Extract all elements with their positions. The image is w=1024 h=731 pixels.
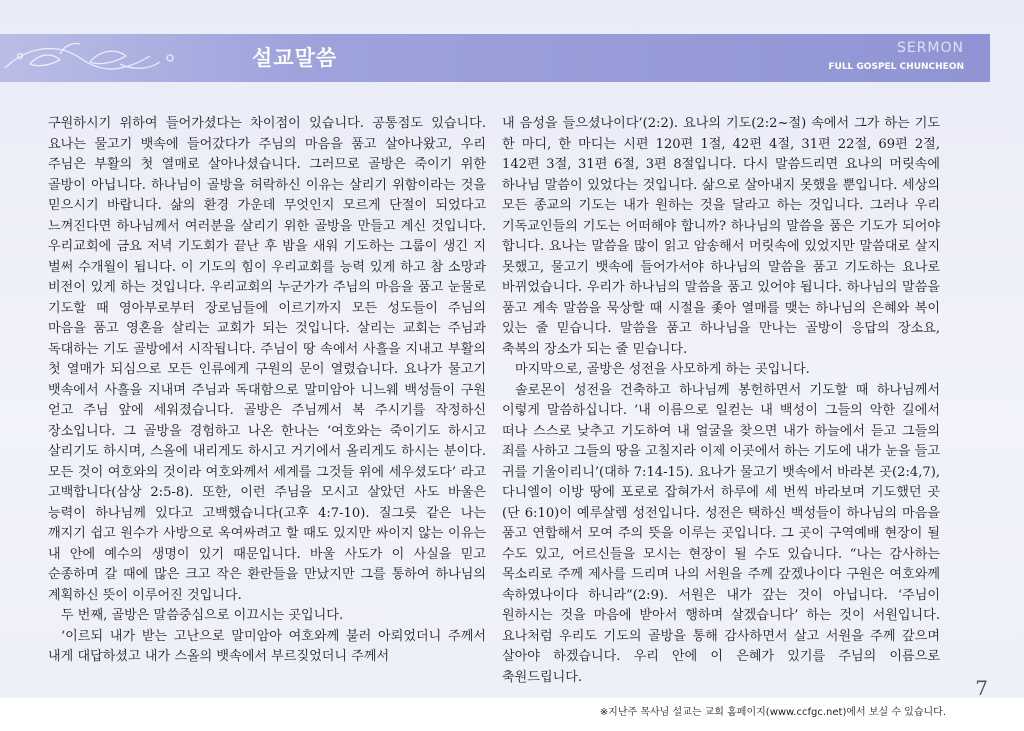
sermon-text-left-column xyxy=(48,114,486,668)
paragraph: ‘이르되 내가 받는 고난으로 말미암아 여호와께 불러 아뢰었더니 주께서 내게 대답하셨고 내가 스올의 뱃속에서 부르짖었더니 주께서 xyxy=(48,628,486,664)
section-label-sermon: SERMON xyxy=(896,40,964,56)
floral-ornament-icon xyxy=(0,34,220,82)
church-name-label: FULL GOSPEL CHUNCHEON xyxy=(828,62,964,72)
footer-note: ※지난주 목사님 설교는 교회 홈페이지(www.ccfgc.net)에서 보실 수 있습니다. xyxy=(599,707,946,718)
paragraph: 두 번째, 골방은 말씀중심으로 이끄시는 곳입니다. xyxy=(61,608,344,623)
sermon-text-right-column xyxy=(502,114,940,688)
paragraph: 구원하시기 위하여 들어가셨다는 차이점이 있습니다. 공통점도 있습니다. 요나는 물고기 뱃속에 들어갔다가 주님의 마음을 품고 살아나왔고, 우리 주님은 부활의 첫 열매로 살아나셨습니다. 그러므로 골방은 죽이기 위한 골방이 아닙니다. 하나님이 골방을 허락하신 이유는 살리기 위함이라는 것을 믿으시기 바랍니다. 삶의 환경 가운데 무엇인지 모르게 단절이 되었다고 느껴진다면 하나님께서 여러분을 살리기 위한 골방을 만들고 계신 것입니다. 우리교회에 금요 저녁 기도회가 끝난 후 밤을 새워 기도하는 그룹이 생긴 지 벌써 수개월이 됩니다. 이 기도의 힘이 우리교회를 능력 있게 하고 참 소망과 비전이 있게 하는 것입니다. 우리교회의 누군가가 주님의 마음을 품고 눈물로 기도할 때 영아부로부터 장로님들에 이르기까지 모든 성도들이 주님의 마음을 품고 영혼을 살리는 교회가 되는 것입니다. 살리는 교회는 주님과 독대하는 기도 골방에서 시작됩니다. 주님이 땅 속에서 사흘을 지내고 부활의 첫 열매가 되심으로 모든 인류에게 구원의 문이 열렸습니다. 요나가 물고기 뱃속에서 사흘을 지내며 주님과 독대함으로 말미암아 니느웨 백성들이 구원 얻고 주님 앞에 세워졌습니다. 골방은 주님께서 복 주시기를 작정하신 장소입니다. 그 골방을 경험하고 나온 한나는 ‘여호와는 죽이기도 하시고 살리기도 하시며, 스올에 내리게도 하시고 거기에서 올리게도 하시는 분이다. 모든 것이 여호와의 것이라 여호와께서 세계를 그것들 위에 세우셨도다’ 라고 고백합니다(삼상 2:5-8). 또한, 이런 주님을 모시고 살았던 사도 바울은 능력이 하나님께 있다고 고백했습니다(고후 4:7-10). 질그릇 같은 나는 깨지기 쉽고 원수가 사방으로 옥여싸려고 할 때도 있지만 싸이지 않는 이유는 내 안에 예수의 생명이 있기 때문입니다. 바울 사도가 이 사실을 믿고 순종하며 갈 때에 많은 크고 작은 환란들을 만났지만 그를 통하여 하나님의 계획하신 뜻이 이루어진 것입니다. xyxy=(48,116,486,603)
page-number: 7 xyxy=(975,676,988,700)
paragraph: 솔로몬이 성전을 건축하고 하나님께 봉헌하면서 기도할 때 하나님께서 이렇게 말씀하십니다. ‘내 이름으로 일컫는 내 백성이 그들의 악한 길에서 떠나 스스로 낮추고 기도하여 내 얼굴을 찾으면 내가 하늘에서 듣고 그들의 죄를 사하고 그들의 땅을 고칠지라 이제 이곳에서 하는 기도에 내가 눈을 들고 귀를 기울이리니’(대하 7:14-15). 요나가 물고기 뱃속에서 바라본 곳(2:4,7), 다니엘이 이방 땅에 포로로 잡혀가서 하루에 세 번씩 바라보며 기도했던 곳(단 6:10)이 예루살렘 성전입니다. 성전은 택하신 백성들이 하나님의 마음을 품고 연합해서 모여 주의 뜻을 이루는 곳입니다. 그 곳이 구역예배 현장이 될 수도 있고, 어르신들을 모시는 현장이 될 수도 있습니다. “나는 감사하는 목소리로 주께 제사를 드리며 나의 서원을 주께 갚겠나이다 구원은 여호와께 속하였나이다 하니라”(2:9). 서원은 내가 갚는 것이 아닙니다. ‘주님이 원하시는 것을 마음에 받아서 행하며 살겠습니다’ 하는 것이 서원입니다. 요나처럼 우리도 기도의 골방을 통해 감사하면서 살고 서원을 주께 갚으며 살아야 하겠습니다. 우리 안에 이 은혜가 있기를 주님의 이름으로 축원드립니다. xyxy=(502,382,940,685)
paragraph: 내 음성을 들으셨나이다’(2:2). 요나의 기도(2:2~절) 속에서 그가 하는 기도 한 마디, 한 마디는 시편 120편 1절, 42편 4절, 31편 22절, 69편 2절, 142편 3절, 31편 6절, 3편 8절입니다. 다시 말씀드리면 요나의 머릿속에 하나님 말씀이 있었다는 것입니다. 삶으로 살아내지 못했을 뿐입니다. 세상의 모든 종교의 기도는 내가 원하는 것을 달라고 하는 것입니다. 그러나 우리 기독교인들의 기도는 어떠해야 합니까? 하나님의 말씀을 품은 기도가 되어야 합니다. 요나는 말씀을 많이 읽고 암송해서 머릿속에 있었지만 말씀대로 살지 못했고, 물고기 뱃속에 들어가서야 하나님의 말씀을 품고 기도하는 요나로 바뀌었습니다. 우리가 하나님의 말씀을 품고 있어야 됩니다. 하나님의 말씀을 품고 계속 말씀을 묵상할 때 시절을 좇아 열매를 맺는 하나님의 은혜와 복이 있는 줄 믿습니다. 말씀을 품고 하나님을 만나는 골방이 응답의 장소요, 축복의 장소가 되는 줄 믿습니다. xyxy=(502,116,940,357)
page-title: 설교말씀 xyxy=(252,46,338,70)
paragraph: 마지막으로, 골방은 성전을 사모하게 하는 곳입니다. xyxy=(515,362,810,377)
